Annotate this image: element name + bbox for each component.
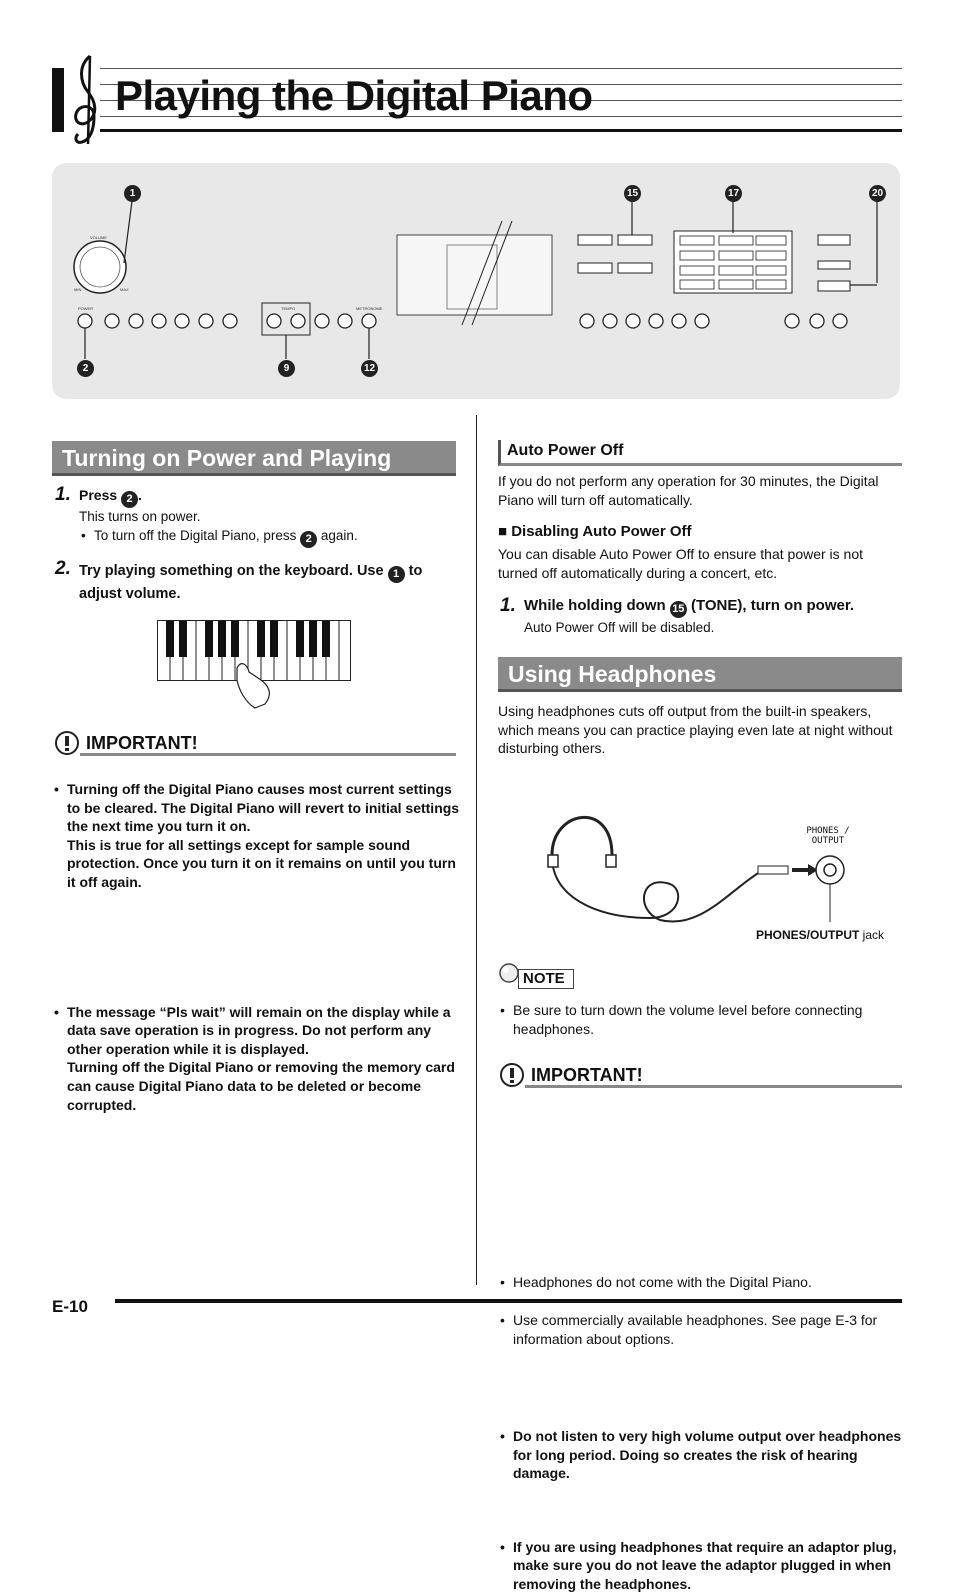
note-label: NOTE bbox=[518, 969, 574, 989]
step-2-text2: to adjust volume. bbox=[79, 563, 423, 602]
important-text-3: • The message “Pls wait” will remain on the display while a data save operation is in progress. Do not perform any other operation while it is displayed. bbox=[67, 1003, 451, 1057]
callout-17: 17 bbox=[725, 185, 742, 202]
note-item-1: • Headphones do not come with the Digital Piano. bbox=[498, 1273, 913, 1292]
important-rule-right bbox=[525, 1065, 902, 1088]
step-1-bullet-post: again. bbox=[320, 528, 358, 543]
jack-label bbox=[806, 826, 850, 846]
apo-step-pre: While holding down bbox=[524, 597, 666, 614]
apo-step-1-number: 1. bbox=[500, 595, 516, 616]
jack-caption-rest: jack bbox=[859, 928, 885, 942]
control-panel-illustration bbox=[52, 163, 900, 399]
ref-2-icon: 2 bbox=[121, 491, 138, 508]
disabling-text: You can disable Auto Power Off to ensure that power is not turned off automatically during a concert, etc. bbox=[498, 546, 864, 581]
tempo-label: TEMPO bbox=[281, 306, 296, 311]
page-title: Playing the Digital Piano bbox=[115, 72, 593, 119]
ref-1-icon: 1 bbox=[388, 566, 405, 583]
min-label: MIN bbox=[74, 287, 82, 292]
section-header-headphones: Using Headphones bbox=[498, 657, 902, 692]
apo-step-1-instruction bbox=[524, 597, 854, 618]
power-label: POWER bbox=[78, 306, 94, 311]
auto-power-off-text: If you do not perform any operation for 30 minutes, the Digital Piano will turn off automatically. bbox=[498, 473, 879, 508]
ref-15-icon: 15 bbox=[670, 601, 687, 618]
column-divider bbox=[476, 415, 477, 1285]
volume-label: VOLUME bbox=[90, 235, 107, 240]
note-icon bbox=[498, 962, 520, 984]
apo-step-result: Auto Power Off will be disabled. bbox=[524, 620, 715, 635]
jack-label-line-1: PHONES / bbox=[806, 826, 850, 836]
important-icon bbox=[54, 730, 80, 756]
step-2-number: 2. bbox=[55, 558, 71, 579]
callout-20: 20 bbox=[869, 185, 886, 202]
step-2-text1: Try playing something on the keyboard. Use bbox=[79, 563, 384, 579]
important-item-1 bbox=[52, 780, 467, 892]
section-header-power: Turning on Power and Playing bbox=[52, 441, 456, 476]
callout-12: 12 bbox=[361, 360, 378, 377]
jack-caption-bold: PHONES/OUTPUT bbox=[756, 928, 860, 942]
headphones-bullet: • Be sure to turn down the volume level before connecting headphones. bbox=[498, 1001, 913, 1038]
callout-9: 9 bbox=[278, 360, 295, 377]
important-right-item-2: • If you are using headphones that require an adaptor plug, make sure you do not leave the adaptor plugged in when removing the headphones. bbox=[498, 1538, 913, 1594]
important-text-1: • Turning off the Digital Piano causes most current settings to be cleared. The Digital Piano will revert to initial settings the next time you turn it on. bbox=[67, 781, 460, 835]
step-1-bullet-pre: To turn off the Digital Piano, press bbox=[94, 528, 297, 543]
step-1-result: This turns on power. bbox=[79, 509, 201, 524]
step-1-tail: . bbox=[138, 487, 142, 503]
metronome-label: METRONOME bbox=[356, 306, 383, 311]
note-item-2: • Use commercially available headphones. See page E-3 for information about options. bbox=[498, 1311, 913, 1348]
headphones-illustration bbox=[540, 800, 860, 925]
important-text-2: This is true for all settings except for sample sound protection. Once you turn it on it remains on until you turn it off again. bbox=[67, 836, 456, 890]
page-number: E-10 bbox=[52, 1297, 88, 1316]
step-1-text: Press bbox=[79, 487, 118, 503]
important-label: IMPORTANT! bbox=[86, 733, 198, 753]
callout-1: 1 bbox=[124, 185, 141, 202]
ref-2-icon: 2 bbox=[300, 531, 317, 548]
headphones-text: Using headphones cuts off output from the built-in speakers, which means you can practice playing even late at night without disturbing others. bbox=[498, 703, 893, 757]
important-right-item-1: • Do not listen to very high volume output over headphones for long period. Doing so creates the risk of hearing damage. bbox=[498, 1427, 913, 1483]
keyboard-illustration bbox=[157, 620, 352, 710]
panel-drawing bbox=[52, 163, 900, 399]
important-rule bbox=[80, 733, 456, 756]
callout-15: 15 bbox=[624, 185, 641, 202]
important-text-4: Turning off the Digital Piano or removing the memory card can cause Digital Piano data to be deleted or become corrupted. bbox=[67, 1059, 455, 1113]
important-item-2 bbox=[52, 1003, 467, 1115]
subhead-auto-power-off: Auto Power Off bbox=[498, 440, 902, 466]
important-icon bbox=[499, 1062, 525, 1088]
title-accent-bar bbox=[52, 68, 64, 132]
step-1-number: 1. bbox=[55, 484, 71, 505]
max-label: MAX bbox=[120, 287, 129, 292]
jack-label-line-2: OUTPUT bbox=[811, 836, 845, 846]
disabling-auto-power-off-heading: ■ Disabling Auto Power Off bbox=[498, 523, 692, 540]
important-label-right: IMPORTANT! bbox=[531, 1065, 643, 1085]
step-1-instruction bbox=[79, 486, 142, 508]
callout-2: 2 bbox=[77, 360, 94, 377]
jack-caption bbox=[756, 928, 884, 942]
step-2-instruction bbox=[79, 560, 454, 606]
footer-rule bbox=[115, 1299, 902, 1303]
treble-clef-icon bbox=[68, 52, 108, 148]
apo-step-post: (TONE), turn on power. bbox=[690, 597, 855, 614]
